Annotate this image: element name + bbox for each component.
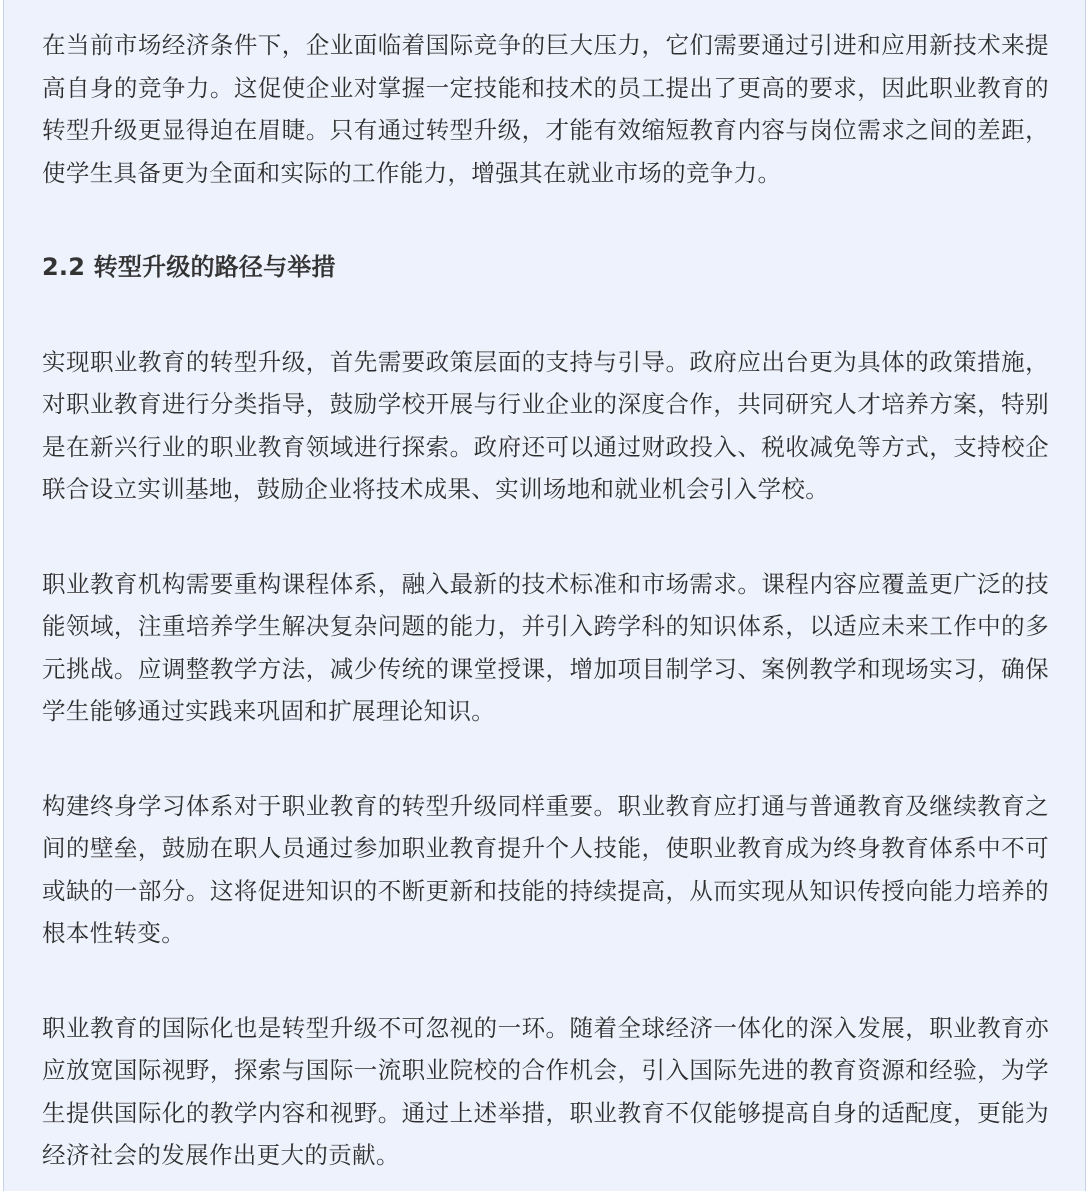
section-heading: 2.2 转型升级的路径与举措	[42, 253, 336, 281]
paragraph-market-pressure: 在当前市场经济条件下，企业面临着国际竞争的巨大压力，它们需要通过引进和应用新技术来提高自身的竞争力。这促使企业对掌握一定技能和技术的员工提出了更高的要求，因此职业教育的转型升级更显得迫在眉睫。只有通过转型升级，才能有效缩短教育内容与岗位需求之间的差距，使学生具备更为全面和实际的工作能力，增强其在就业市场的竞争力。	[42, 31, 1049, 187]
paragraph-lifelong-learning: 构建终身学习体系对于职业教育的转型升级同样重要。职业教育应打通与普通教育及继续教育之间的壁垒，鼓励在职人员通过参加职业教育提升个人技能，使职业教育成为终身教育体系中不可或缺的一部分。这将促进知识的不断更新和技能的持续提高，从而实现从知识传授向能力培养的根本性转变。	[42, 791, 1049, 947]
paragraph-curriculum-reform: 职业教育机构需要重构课程体系，融入最新的技术标准和市场需求。课程内容应覆盖更广泛的技能领域，注重培养学生解决复杂问题的能力，并引入跨学科的知识体系，以适应未来工作中的多元挑战。应调整教学方法，减少传统的课堂授课，增加项目制学习、案例教学和现场实习，确保学生能够通过实践来巩固和扩展理论知识。	[42, 569, 1049, 725]
article-page	[3, 0, 1086, 1191]
paragraph-policy-support: 实现职业教育的转型升级，首先需要政策层面的支持与引导。政府应出台更为具体的政策措施，对职业教育进行分类指导，鼓励学校开展与行业企业的深度合作，共同研究人才培养方案，特别是在新兴行业的职业教育领域进行探索。政府还可以通过财政投入、税收减免等方式，支持校企联合设立实训基地，鼓励企业将技术成果、实训场地和就业机会引入学校。	[42, 347, 1049, 503]
paragraph-internationalization: 职业教育的国际化也是转型升级不可忽视的一环。随着全球经济一体化的深入发展，职业教育亦应放宽国际视野，探索与国际一流职业院校的合作机会，引入国际先进的教育资源和经验，为学生提供国际化的教学内容和视野。通过上述举措，职业教育不仅能够提高自身的适配度，更能为经济社会的发展作出更大的贡献。	[42, 1013, 1049, 1169]
